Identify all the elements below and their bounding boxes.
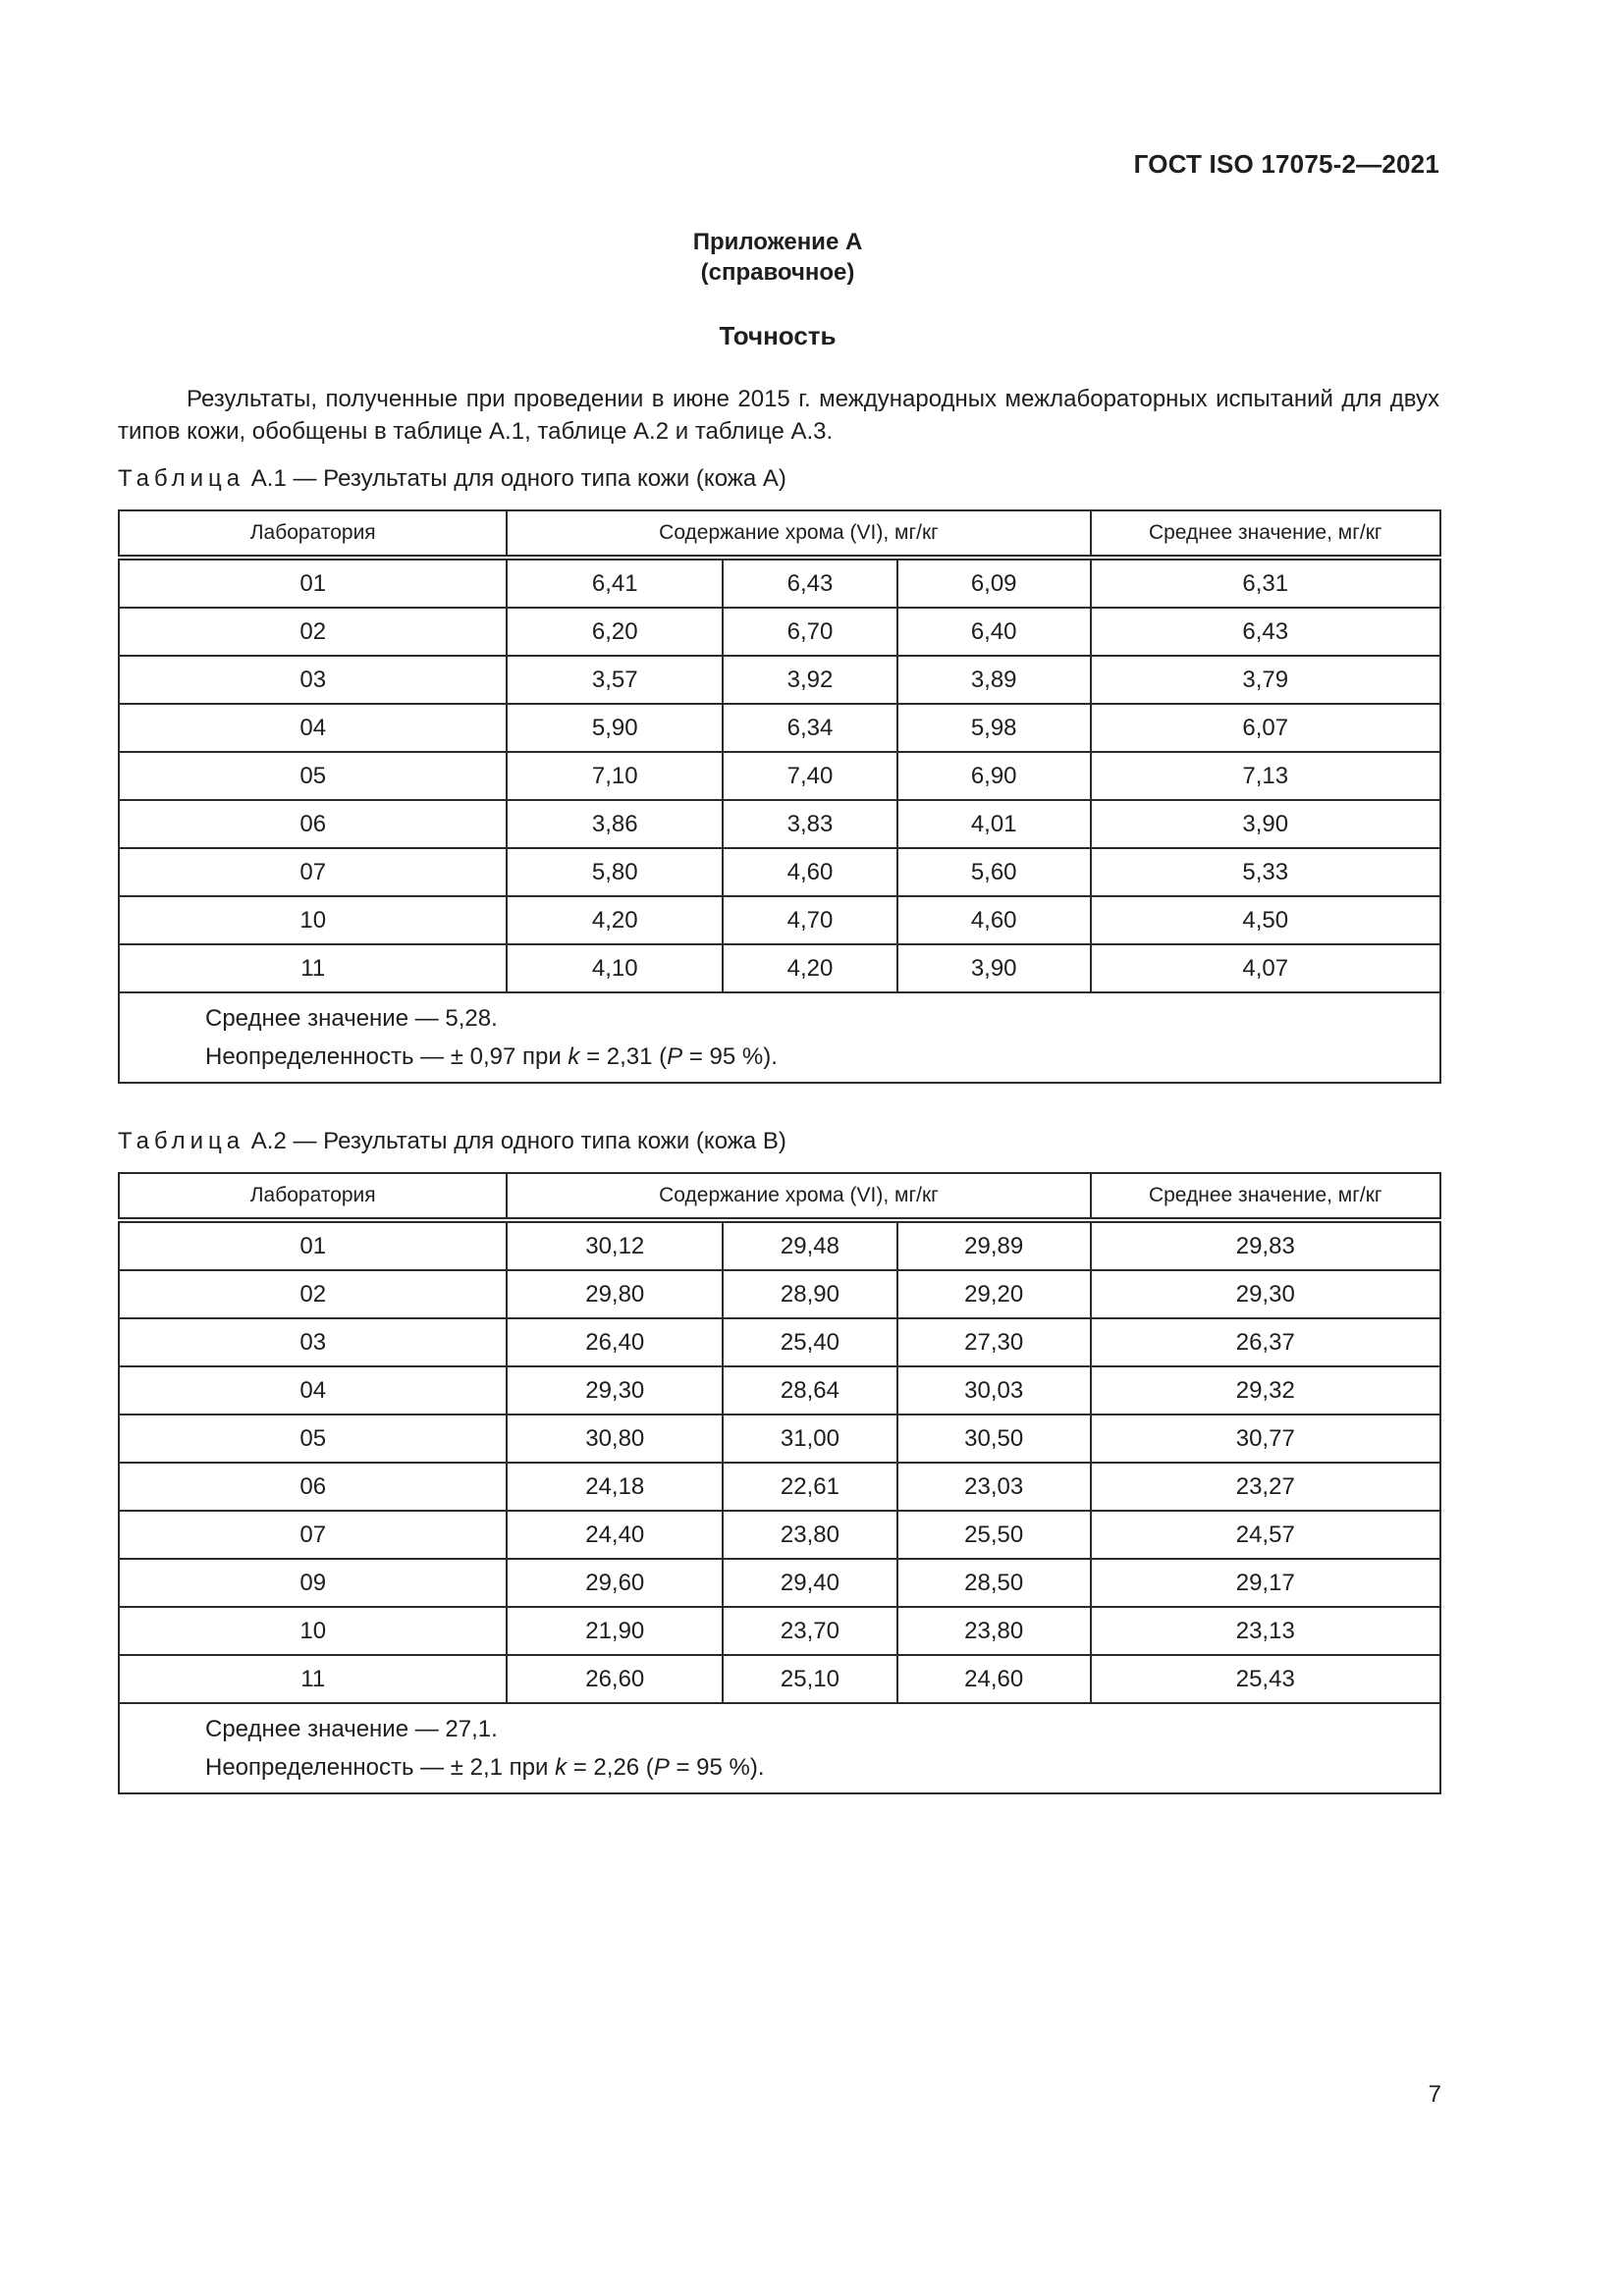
- cell-value-2: 6,34: [723, 704, 897, 752]
- cell-value-2: 22,61: [723, 1463, 897, 1511]
- cell-value-2: 29,40: [723, 1559, 897, 1607]
- cell-lab: 02: [119, 1270, 507, 1318]
- cell-mean: 6,31: [1091, 558, 1440, 608]
- note-p-symbol: P: [667, 1043, 683, 1070]
- note-uncertainty-text: = 95 %).: [682, 1043, 778, 1070]
- header-content: Содержание хрома (VI), мг/кг: [507, 510, 1090, 558]
- cell-mean: 4,07: [1091, 944, 1440, 992]
- cell-lab: 10: [119, 896, 507, 944]
- cell-lab: 05: [119, 752, 507, 800]
- table-caption-text: А.1 — Результаты для одного типа кожи (кожа А): [250, 465, 786, 492]
- cell-value-3: 29,89: [897, 1220, 1091, 1270]
- cell-value-3: 30,50: [897, 1415, 1091, 1463]
- table-row: [119, 1415, 1440, 1463]
- cell-lab: 05: [119, 1415, 507, 1463]
- table-header-row: [119, 1173, 1440, 1220]
- cell-mean: 29,83: [1091, 1220, 1440, 1270]
- cell-lab: 02: [119, 608, 507, 656]
- cell-mean: 4,50: [1091, 896, 1440, 944]
- table-row: [119, 656, 1440, 704]
- table-row: [119, 608, 1440, 656]
- note-uncertainty: [205, 1038, 1439, 1076]
- cell-value-1: 29,30: [507, 1366, 723, 1415]
- cell-value-3: 4,60: [897, 896, 1091, 944]
- cell-value-1: 7,10: [507, 752, 723, 800]
- cell-value-2: 3,83: [723, 800, 897, 848]
- cell-mean: 3,90: [1091, 800, 1440, 848]
- cell-value-1: 24,40: [507, 1511, 723, 1559]
- cell-lab: 06: [119, 800, 507, 848]
- annex-title: Приложение А: [692, 229, 863, 255]
- cell-value-2: 31,00: [723, 1415, 897, 1463]
- cell-value-2: 28,90: [723, 1270, 897, 1318]
- cell-lab: 07: [119, 1511, 507, 1559]
- cell-lab: 03: [119, 1318, 507, 1366]
- table-row: [119, 1318, 1440, 1366]
- note-uncertainty-text: = 95 %).: [669, 1754, 765, 1781]
- header-content: Содержание хрома (VI), мг/кг: [507, 1173, 1090, 1220]
- cell-value-3: 23,03: [897, 1463, 1091, 1511]
- cell-value-2: 4,60: [723, 848, 897, 896]
- cell-value-2: 23,80: [723, 1511, 897, 1559]
- table-row: [119, 1270, 1440, 1318]
- table-row: [119, 944, 1440, 992]
- cell-value-2: 28,64: [723, 1366, 897, 1415]
- cell-value-1: 5,90: [507, 704, 723, 752]
- cell-value-3: 6,09: [897, 558, 1091, 608]
- cell-mean: 6,43: [1091, 608, 1440, 656]
- cell-value-1: 3,86: [507, 800, 723, 848]
- cell-mean: 3,79: [1091, 656, 1440, 704]
- note-k-symbol: k: [555, 1754, 568, 1781]
- cell-lab: 03: [119, 656, 507, 704]
- page-number: 7: [1428, 2081, 1441, 2108]
- cell-value-3: 5,98: [897, 704, 1091, 752]
- table-a1-caption: [118, 465, 786, 493]
- cell-mean: 6,07: [1091, 704, 1440, 752]
- cell-lab: 11: [119, 944, 507, 992]
- cell-mean: 29,17: [1091, 1559, 1440, 1607]
- note-p-symbol: P: [653, 1754, 670, 1781]
- cell-mean: 23,27: [1091, 1463, 1440, 1511]
- table-row: [119, 704, 1440, 752]
- cell-mean: 25,43: [1091, 1655, 1440, 1703]
- table-row: [119, 752, 1440, 800]
- cell-value-2: 6,43: [723, 558, 897, 608]
- cell-value-1: 6,41: [507, 558, 723, 608]
- cell-value-1: 5,80: [507, 848, 723, 896]
- cell-mean: 7,13: [1091, 752, 1440, 800]
- header-mean: Среднее значение, мг/кг: [1091, 510, 1440, 558]
- cell-value-1: 24,18: [507, 1463, 723, 1511]
- cell-value-2: 4,20: [723, 944, 897, 992]
- cell-value-2: 29,48: [723, 1220, 897, 1270]
- cell-value-1: 4,20: [507, 896, 723, 944]
- annex-heading: [0, 227, 1555, 288]
- table-row: [119, 1607, 1440, 1655]
- cell-mean: 24,57: [1091, 1511, 1440, 1559]
- cell-lab: 04: [119, 704, 507, 752]
- cell-value-3: 30,03: [897, 1366, 1091, 1415]
- note-uncertainty-text: = 2,31 (: [579, 1043, 668, 1070]
- cell-value-1: 30,12: [507, 1220, 723, 1270]
- cell-value-1: 26,40: [507, 1318, 723, 1366]
- cell-value-3: 27,30: [897, 1318, 1091, 1366]
- cell-value-3: 28,50: [897, 1559, 1091, 1607]
- section-title: Точность: [719, 321, 837, 350]
- note-uncertainty-text: Неопределенность — ± 0,97 при: [205, 1043, 568, 1070]
- header-mean: Среднее значение, мг/кг: [1091, 1173, 1440, 1220]
- table-a1: [118, 509, 1441, 1084]
- note-mean: Среднее значение — 5,28.: [205, 1005, 498, 1032]
- cell-lab: 01: [119, 1220, 507, 1270]
- cell-lab: 07: [119, 848, 507, 896]
- table-note: [119, 1703, 1440, 1793]
- note-mean: Среднее значение — 27,1.: [205, 1716, 498, 1742]
- cell-mean: 30,77: [1091, 1415, 1440, 1463]
- table-row: [119, 1366, 1440, 1415]
- cell-value-1: 29,60: [507, 1559, 723, 1607]
- cell-mean: 23,13: [1091, 1607, 1440, 1655]
- cell-mean: 5,33: [1091, 848, 1440, 896]
- note-uncertainty-text: Неопределенность — ± 2,1 при: [205, 1754, 556, 1781]
- cell-value-1: 21,90: [507, 1607, 723, 1655]
- cell-value-3: 24,60: [897, 1655, 1091, 1703]
- document-code: ГОСТ ISO 17075-2—2021: [1133, 149, 1439, 179]
- cell-value-1: 4,10: [507, 944, 723, 992]
- table-a2: [118, 1172, 1441, 1794]
- cell-lab: 09: [119, 1559, 507, 1607]
- table-caption-prefix: Таблица: [118, 465, 245, 492]
- note-uncertainty: [205, 1748, 1439, 1787]
- note-k-symbol: k: [568, 1043, 580, 1070]
- cell-value-2: 6,70: [723, 608, 897, 656]
- cell-lab: 04: [119, 1366, 507, 1415]
- cell-lab: 10: [119, 1607, 507, 1655]
- cell-value-2: 7,40: [723, 752, 897, 800]
- cell-mean: 26,37: [1091, 1318, 1440, 1366]
- table-row: [119, 1655, 1440, 1703]
- cell-value-1: 29,80: [507, 1270, 723, 1318]
- cell-lab: 11: [119, 1655, 507, 1703]
- cell-value-2: 4,70: [723, 896, 897, 944]
- cell-lab: 01: [119, 558, 507, 608]
- table-caption-prefix: Таблица: [118, 1128, 245, 1154]
- cell-value-1: 3,57: [507, 656, 723, 704]
- header-lab: Лаборатория: [119, 1173, 507, 1220]
- cell-value-3: 3,90: [897, 944, 1091, 992]
- cell-value-3: 3,89: [897, 656, 1091, 704]
- cell-value-3: 5,60: [897, 848, 1091, 896]
- cell-value-3: 25,50: [897, 1511, 1091, 1559]
- cell-value-3: 6,90: [897, 752, 1091, 800]
- table-note: [119, 992, 1440, 1083]
- table-row: [119, 1463, 1440, 1511]
- table-row: [119, 558, 1440, 608]
- table-a2-caption: [118, 1128, 786, 1155]
- note-uncertainty-text: = 2,26 (: [567, 1754, 654, 1781]
- cell-value-2: 23,70: [723, 1607, 897, 1655]
- cell-value-1: 26,60: [507, 1655, 723, 1703]
- table-note-row: [119, 1703, 1440, 1793]
- table-row: [119, 848, 1440, 896]
- table-header-row: [119, 510, 1440, 558]
- cell-value-2: 25,40: [723, 1318, 897, 1366]
- table-row: [119, 800, 1440, 848]
- table-row: [119, 896, 1440, 944]
- table-note-row: [119, 992, 1440, 1083]
- cell-value-3: 29,20: [897, 1270, 1091, 1318]
- cell-value-2: 25,10: [723, 1655, 897, 1703]
- intro-paragraph: Результаты, полученные при проведении в июне 2015 г. международных межлабораторных испытаний для двух типов кожи, обобщены в таблице А.1, таблице А.2 и таблице А.3.: [118, 386, 1439, 445]
- cell-value-2: 3,92: [723, 656, 897, 704]
- cell-value-1: 30,80: [507, 1415, 723, 1463]
- cell-value-3: 23,80: [897, 1607, 1091, 1655]
- table-row: [119, 1220, 1440, 1270]
- table-caption-text: А.2 — Результаты для одного типа кожи (кожа В): [250, 1128, 786, 1154]
- header-lab: Лаборатория: [119, 510, 507, 558]
- table-row: [119, 1511, 1440, 1559]
- table-row: [119, 1559, 1440, 1607]
- cell-value-3: 6,40: [897, 608, 1091, 656]
- annex-subtitle: (справочное): [700, 259, 855, 286]
- cell-mean: 29,30: [1091, 1270, 1440, 1318]
- cell-value-1: 6,20: [507, 608, 723, 656]
- cell-value-3: 4,01: [897, 800, 1091, 848]
- cell-mean: 29,32: [1091, 1366, 1440, 1415]
- cell-lab: 06: [119, 1463, 507, 1511]
